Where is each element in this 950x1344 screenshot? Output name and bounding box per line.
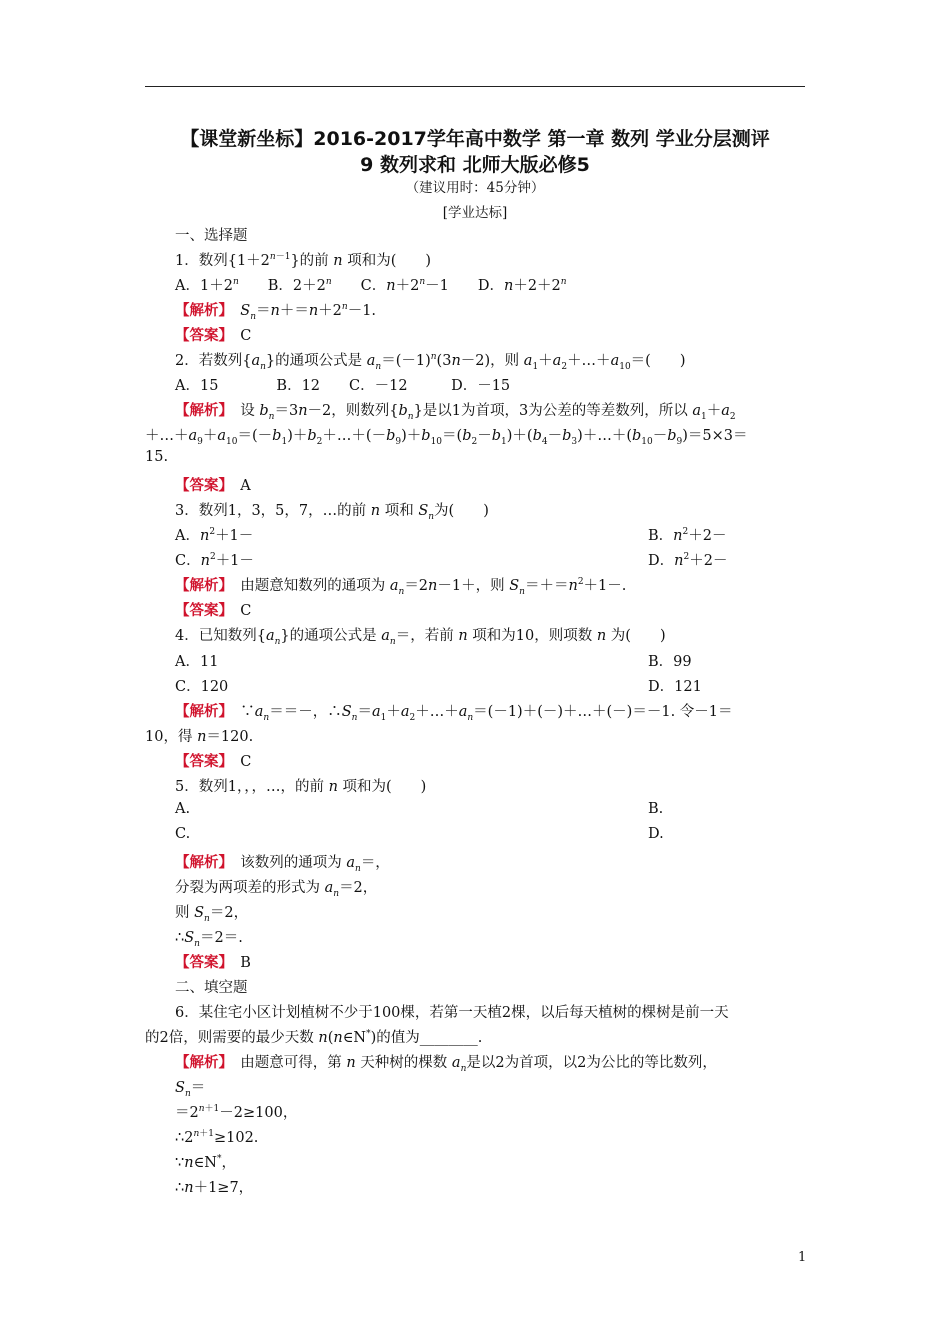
answer-tag: 【答案】 <box>175 955 226 971</box>
q2-analysis-end: 15. <box>145 449 169 465</box>
q6-analysis-line5: ∵n∈N*， <box>175 1154 236 1171</box>
q2-answer-value: A <box>240 478 251 494</box>
answer-tag: 【答案】 <box>175 328 226 344</box>
q3-answer-value: C <box>240 603 252 619</box>
answer-tag: 【答案】 <box>175 603 226 619</box>
question-2: 2．若数列$\{a_n\}$的通项公式是 $a_n=(-1)^n(3n-2)$，则 $a_1+a_2+\dots+a_{10}=$( ) <box>175 352 686 372</box>
q5-analysis-line3: 则 $S_n=2$， <box>175 905 249 924</box>
q6-analysis-line6: ∴n＋1≥7， <box>175 1180 254 1196</box>
analysis-tag: 【解析】 <box>175 578 226 594</box>
question-1: 1．数列$\{1+2^{n-1}\}$的前 n 项和为( ) <box>175 252 432 269</box>
suggested-time: （建议用时：45分钟） <box>405 180 545 196</box>
q5-analysis: 【解析】 该数列的通项为 $a_n=$， <box>175 855 390 874</box>
answer-tag: 【答案】 <box>175 754 226 770</box>
q1-options: A．$1+2^n$ B．$2+2^n$ C．$n+2^n-1$ D．$n+2+2^n$ <box>175 277 567 294</box>
q5-answer-value: B <box>240 955 251 971</box>
q5-option-c: C. <box>175 826 191 842</box>
q2-options: A．15 B．12 C．－12 D．－15 <box>175 378 511 394</box>
q4-option-a: A．11 <box>175 654 219 670</box>
analysis-tag: 【解析】 <box>175 303 226 319</box>
q2-analysis: 【解析】 设 $b_n=3n-2$，则数列$\{b_n\}$是以1为首项，3为公差的等差数列，所以 $a_1+a_2$ <box>175 403 736 422</box>
question-4: 4．已知数列$\{a_n\}$的通项公式是 $a_n=$，若前 n 项和为10，则项数 n 为( ) <box>175 628 666 647</box>
q4-options-cd <box>175 675 840 696</box>
section-heading-fill: 二、填空题 <box>175 980 248 996</box>
q4-option-d: D．121 <box>648 679 702 695</box>
q6-analysis-line2: $S_n=$ <box>175 1080 206 1099</box>
question-5: 5．数列1，，，…，的前 n 项和为( ) <box>175 779 427 795</box>
q4-options-ab <box>175 650 840 671</box>
section-label: [学业达标] <box>442 205 508 221</box>
section-heading-choice: 一、选择题 <box>175 228 248 244</box>
q6-analysis: 【解析】 由题意可得，第 n 天种树的棵数 $a_n$是以2为首项，以2为公比的等比数列， <box>175 1055 717 1074</box>
q4-answer <box>175 750 840 771</box>
q1-analysis: 【解析】 $S_n=n+=n+2^n-1$. <box>175 302 377 322</box>
q2-analysis-cont: $+\dots+a_9+a_{10}=(-b_1)+b_2+\dots+(-b_9)+b_{10}=(b_2-b_1)+(b_4-b_3)+\dots+(b_{10}-b_9)=5\times 3=$ <box>145 428 748 447</box>
q5-option-a: A. <box>175 801 191 817</box>
q4-analysis: 【解析】 $\because a_n==-$，$\therefore S_n=a_1+a_2+\dots+a_n=(-1)+(-)+\dots+(-)=-1$. 令－1＝ <box>175 704 733 723</box>
q4-option-c: C．120 <box>175 679 229 695</box>
q3-analysis: 【解析】 由题意知数列的通项为 $a_n=2n-1+$，则 $S_n=+=n^2+1-$. <box>175 577 627 597</box>
q5-analysis-line2: 分裂为两项差的形式为 $a_n=2$， <box>175 880 378 899</box>
q2-answer <box>175 474 840 495</box>
question-6-cont: 的2倍，则需要的最少天数 n(n∈N*)的值为________. <box>145 1029 483 1046</box>
q4-answer-value: C <box>240 754 252 770</box>
q5-analysis-line4: $\therefore S_n=2=$. <box>175 930 243 949</box>
q5-option-d: D. <box>648 826 664 842</box>
page-number: 1 <box>798 1250 807 1265</box>
doc-title-line1: 【课堂新坐标】2016-2017学年高中数学 第一章 数列 学业分层测评 <box>180 128 770 150</box>
q5-options-ab <box>175 801 840 817</box>
q3-options-ab: A．$n^2+1-$ B．$n^2+2-$ <box>175 527 727 544</box>
analysis-tag: 【解析】 <box>175 1055 226 1071</box>
q5-options-cd <box>175 826 840 842</box>
q5-answer <box>175 951 840 972</box>
q4-analysis-cont: 10，得 n＝120. <box>145 729 254 745</box>
q6-analysis-line4: $\therefore 2^{n+1}\ge 102$. <box>175 1129 259 1146</box>
analysis-tag: 【解析】 <box>175 704 226 720</box>
q5-option-b: B. <box>648 801 664 817</box>
q3-options-cd: C．$n^2+1-$ D．$n^2+2-$ <box>175 552 728 569</box>
q1-answer-value: C <box>240 328 252 344</box>
header-rule <box>145 86 805 87</box>
q3-answer <box>175 599 840 620</box>
analysis-tag: 【解析】 <box>175 403 226 419</box>
question-6: 6．某住宅小区计划植树不少于100棵，若第一天植2棵，以后每天植树的棵树是前一天 <box>175 1005 729 1021</box>
q4-option-b: B．99 <box>648 654 692 670</box>
analysis-tag: 【解析】 <box>175 855 226 871</box>
answer-tag: 【答案】 <box>175 478 226 494</box>
q6-analysis-line3: $=2^{n+1}-2\ge 100$， <box>175 1104 298 1121</box>
doc-title-line2: 9 数列求和 北师大版必修5 <box>360 154 590 176</box>
question-3: 3．数列1，3，5，7，…的前 n 项和 $S_n$为( ) <box>175 503 489 522</box>
q1-answer <box>175 324 840 345</box>
